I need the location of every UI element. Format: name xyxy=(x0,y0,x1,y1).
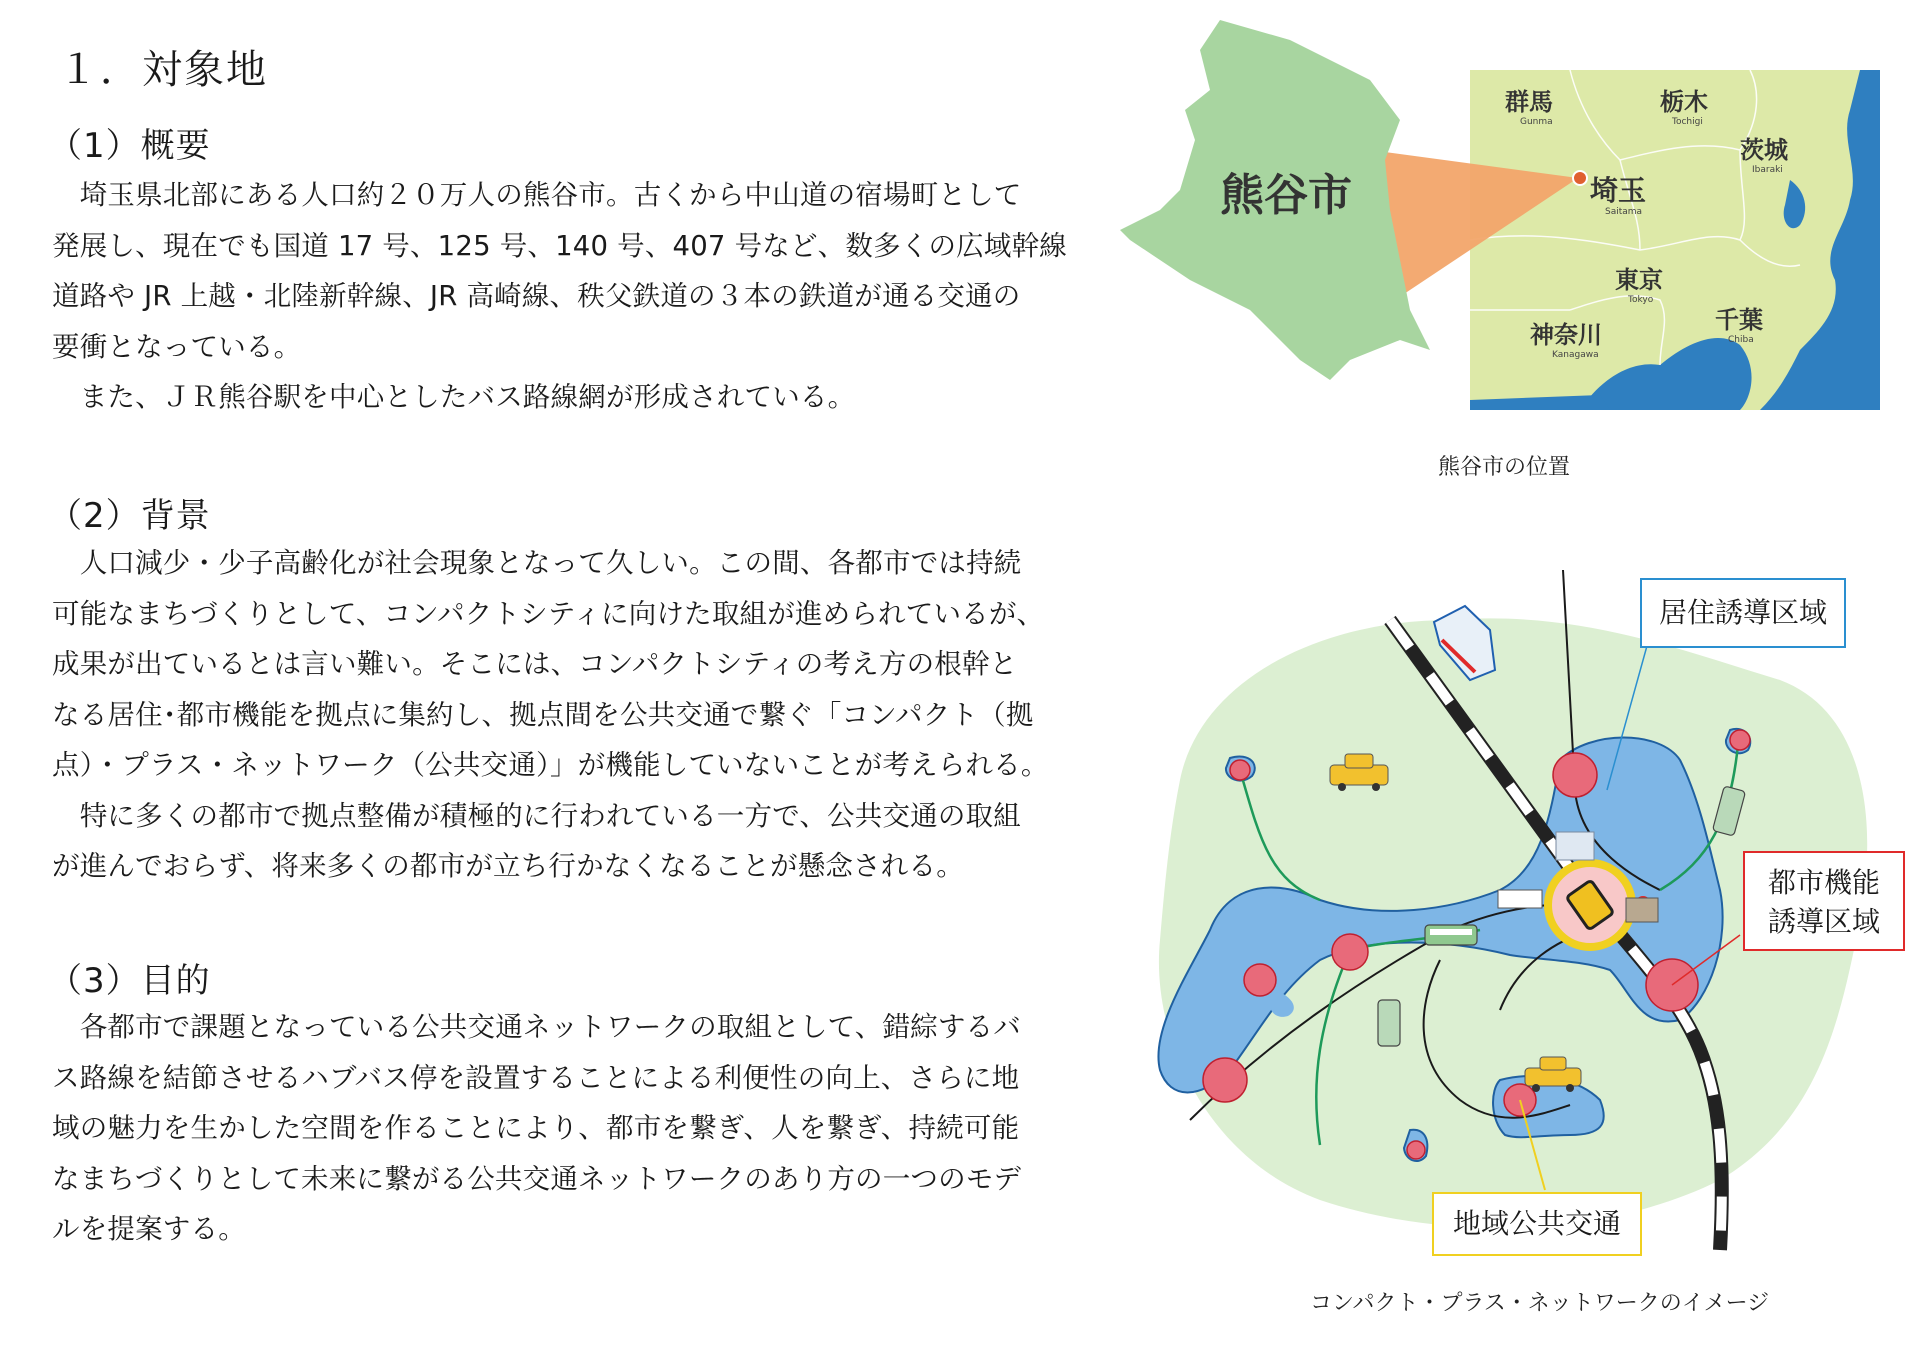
local-transit-label: 地域公共交通 xyxy=(1432,1192,1642,1256)
urban-label-line1: 都市機能 xyxy=(1767,866,1880,899)
background-body: 人口減少・少子高齢化が社会現象となって久しい。この間、各都市では持続 可能なまちづくりとして、コンパクトシティに向けた取組が進められているが、 成果が出ているとは言い難い。そこには、コンパクトシティの考え方の根幹と なる居住･都市機能を拠点に集約し、拠点間を公共交通で繋ぐ「コンパクト（拠 点）・プラス・ネットワーク（公共交通）」が機能していないことが考えられる。 特に多くの都市で拠点整備が積極的に行われている一方で、公共交通の取組 が進んでおらず、将来多くの都市が立ち行かなくなることが懸念される。 xyxy=(52,547,1049,882)
pref-romaji-tokyo: Tokyo xyxy=(1628,295,1654,305)
pref-label-chiba: 千葉 xyxy=(1715,306,1763,334)
bus-icon xyxy=(1378,1000,1400,1046)
pref-label-tochigi: 栃木 xyxy=(1660,88,1708,116)
urban-label-line2: 誘導区域 xyxy=(1767,905,1880,939)
pref-label-tokyo: 東京 xyxy=(1615,266,1663,294)
location-map-caption: 熊谷市の位置 xyxy=(1438,455,1571,480)
bus-icon xyxy=(1425,925,1477,945)
pref-label-kanagawa: 神奈川 xyxy=(1530,321,1602,349)
section-title: １．対象地 xyxy=(58,47,268,93)
urban-function-zone-label xyxy=(1743,851,1905,951)
pref-label-ibaraki: 茨城 xyxy=(1740,136,1788,164)
network-diagram-caption: コンパクト・プラス・ネットワークのイメージ xyxy=(1310,1291,1770,1316)
pref-romaji-tochigi: Tochigi xyxy=(1672,117,1703,127)
city-label: 熊谷市 xyxy=(1220,170,1352,221)
pref-romaji-kanagawa: Kanagawa xyxy=(1552,350,1599,360)
background-heading: （2）背景 xyxy=(48,496,211,536)
overview-heading: （1）概要 xyxy=(48,126,211,166)
overview-body: 埼玉県北部にある人口約２０万人の熊谷市。古くから中山道の宿場町として 発展し、現在でも国道 17 号、125 号、140 号、407 号など、数多くの広域幹線 道路や JR 上越・北陸新幹線、JR 高崎線、秩父鉄道の３本の鉄道が通る交通の 要衝となっている。 また、ＪＲ熊谷駅を中心としたバス路線網が形成されている。 xyxy=(52,179,1067,413)
pref-romaji-saitama: Saitama xyxy=(1605,207,1643,217)
pref-romaji-gunma: Gunma xyxy=(1520,117,1553,127)
saitama-marker-icon xyxy=(1573,171,1587,185)
pref-label-gunma: 群馬 xyxy=(1505,88,1553,116)
pref-romaji-chiba: Chiba xyxy=(1728,335,1754,345)
pref-romaji-ibaraki: Ibaraki xyxy=(1752,165,1783,175)
pref-label-saitama: 埼玉 xyxy=(1590,174,1647,207)
residential-zone-label: 居住誘導区域 xyxy=(1640,578,1846,648)
purpose-heading: （3）目的 xyxy=(48,961,211,1001)
purpose-body: 各都市で課題となっている公共交通ネットワークの取組として、錯綜するバ ス路線を結節させるハブバス停を設置することによる利便性の向上、さらに地 域の魅力を生かした空間を作ることにより、都市を繋ぎ、人を繋ぎ、持続可能 なまちづくりとして未来に繋がる公共交通ネットワークのあり方の一つのモデ ルを提案する。 xyxy=(52,1011,1022,1245)
location-map xyxy=(1100,10,1900,430)
